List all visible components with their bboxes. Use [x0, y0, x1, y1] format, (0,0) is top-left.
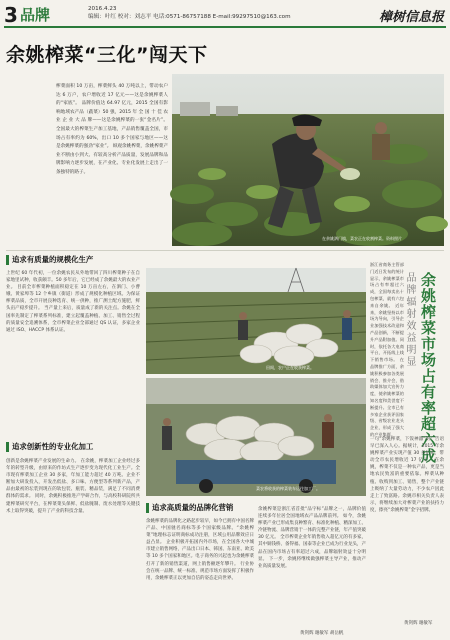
header-meta	[88, 5, 291, 21]
body-column-c: 余姚榨菜的品牌化之路起步较早，如今已拥有中国名牌产品、中国驰名商标等多个国家级品牌。“余姚榨菜”地理标志证明商标成功注册，区域公用品牌效应日益凸显。 企业积极开拓国内外市场，在全国各大中城市建立销售网络，产品出口日本、韩国、东南亚、欧美等 10 多个国家和地区。电子商务的兴起也为余姚榨菜打开了新的销售渠道，网上销售额逐年攀升。 行业协会在统一品牌、统一标准、规范市场方面发挥了积极作用，余姚榨菜正以更加自信的姿态走向世界。	[146, 519, 254, 581]
sidebar-subtitle: 品牌辐射效益明显	[404, 272, 415, 368]
byline-left: 黄剑辉 谢敏军 胡岳帆	[300, 631, 344, 636]
hero-caption: 在余姚泗门镇，菜农正在收割榨菜。资料照片	[322, 236, 402, 241]
divider	[6, 250, 444, 251]
field-bags-illustration	[146, 268, 366, 374]
loading-photo	[146, 378, 366, 496]
body-column-f: 一句“余姚榨菜，下饭神器”的广告语早已深入人心。据统计，2015 年余姚榨菜产业实现产值 30 多亿元，带动全市农民增收近 17 亿元。 在余姚，榨菜不仅是一种农产品，更是当地农民致富的重要依靠。榨菜从种植、收购到加工、销售，整个产业链上吸纳了大量劳动力，不少农户因此走上了致富路。余姚市相关负责人表示，将继续加大对榨菜产业的扶持力度，擦亮“余姚榨菜”金字招牌。	[370, 437, 444, 513]
issue-date: 2016.4.23	[88, 6, 117, 12]
load-caption: 菜农将收获的榨菜装车运往加工厂。	[256, 486, 320, 491]
page-header	[4, 4, 446, 28]
body-column-a: 上世纪 60 年代初，一位余姚农民从外地带回了四川榨菜种子在自家地里试种，收获颇丰。50 多年后，它已经成了余姚最大的农业产业。 目前全市榨菜种植面积稳定在 10 万亩左右，在泗门、小曹娥、黄家埠等 12 个乡镇（街道）形成了规模化种植区域。为保证榨菜品质，全市开展良种选育、统一供种，推广测土配方施肥，鲜头亩产稳步提升。 当产量上来后，质量成了新的关注点。余姚在全国率先制定了榨菜系列标准，建立起覆盖种植、加工、销售全过程的质量安全追溯体系，全市榨菜企业全部通过 QS 认证，多家企业通过 ISO、HACCP 体系认证。	[6, 271, 140, 333]
section-heading-3: 追求高质量的品牌化营销	[146, 503, 292, 513]
hero-photo	[172, 74, 444, 246]
contact-line: 电话:0571-86757188 E-mail:99297510@163.com	[153, 14, 291, 20]
section-heading-2: 追求创新性的专业化加工	[6, 442, 172, 452]
farmer-harvest-illustration	[172, 74, 444, 246]
lead-paragraph: 榨菜面积 10 万亩，榨菜鲜头 40 万吨以上，带动农户达 6 万户，农户增收近 17 亿元——这是余姚榨菜人的“家底”。 品牌价值达 64.97 亿元，2015 全国有影响地域农产品（蔬菜）50 强，2015 年 全 国 十 佳 农 业 企 业 大 品 牌——这是余姚榨菜的一张“金名片”。 全国最大的榨菜生产加工基地，产品销售覆盖全国，市场占有率约为 60%，出口 10 多个国家与地区——这是余姚榨菜的强劲“家业”。 纵观余姚榨菜，余姚榨菜产业不断由小到大、有较高分析产品质量，发展品牌和品牌影响力逐步发展，在产业化、专业化发展上走出了一条独特的路子。	[56, 84, 168, 175]
byline-right: 黄剑辉 谢敏军	[404, 621, 433, 626]
body-column-e: 浙江省商务主管部门近日发布的统计显示，余姚榨菜市场占有率超过六成，全国每卖出十包榨菜，就有六包来自余姚。 近年来，余姚坚持以市场为导向，引导企业加强技术改造和产品创新，不断提升产品附加值。同时，依托各大电商平台，开拓线上线下销售市场。 在品牌推广方面，余姚积极参加各类展销会、推介会，借助媒体加大宣传力度，使余姚榨菜的知名度和美誉度不断提升。全市已有多家企业获评国家级、省级农业龙头企业，形成了强大的产业集群。	[370, 262, 404, 437]
main-headline: 余姚榨菜“三化”闯天下	[6, 44, 208, 66]
body-column-d: 余姚榨菜是浙江省首批“品字标”品牌之一，品牌价值连续多年位居全国地域农产品品牌前列。 如今，余姚榨菜产业已形成集良种繁育、标准化种植、精深加工、冷链物流、品牌营销于一体的完整产业链，年产值突破 30 亿元。 全市榨菜企业年销售收入超亿元的有多家，其中铜钱桥、备得福、国泰等企业已成为行业龙头，产品在国内市场占有率超过六成，品牌辐射效益十分明显。 下一步，余姚将继续做强榨菜主导产业，推动产业高质量发展。	[258, 507, 366, 569]
sidebar-title: 余姚榨菜市场占有率超六成	[419, 272, 437, 464]
loading-truck-illustration	[146, 378, 366, 496]
section-heading-1: 追求有质量的规模化生产	[6, 255, 172, 265]
paper-logo: 樟树信息报	[378, 10, 444, 25]
editor-line: 编辑：叶红 校对：刘志平	[88, 14, 152, 20]
section-name: 品牌	[20, 6, 51, 24]
field-caption: 田间，农户正在收获榨菜。	[266, 365, 314, 370]
page-number: 3	[4, 3, 18, 27]
body-column-b: 创新是余姚榨菜产业发展的生命力。 在余姚，榨菜加工企业经过多年的转型升级，由原来的作坊式生产逐步变为现代化工业生产。全市现有榨菜加工企业 30 多家，年加工能力超过 40 万吨。企业不断加大研发投入，开发出低盐、多口味、方便型等系列新产品，产品由最初的坛装到现在的软包装、瓶装、精品装，满足了不同消费群体的需求。 同时，余姚积极推进产学研合作，与高校科研院所共建榨菜研究平台，在榨菜菜头保鲜、低盐腌制、废水处理等关键技术上取得突破，提升了产业的科技含量。	[6, 459, 140, 514]
field-photo	[146, 268, 366, 374]
